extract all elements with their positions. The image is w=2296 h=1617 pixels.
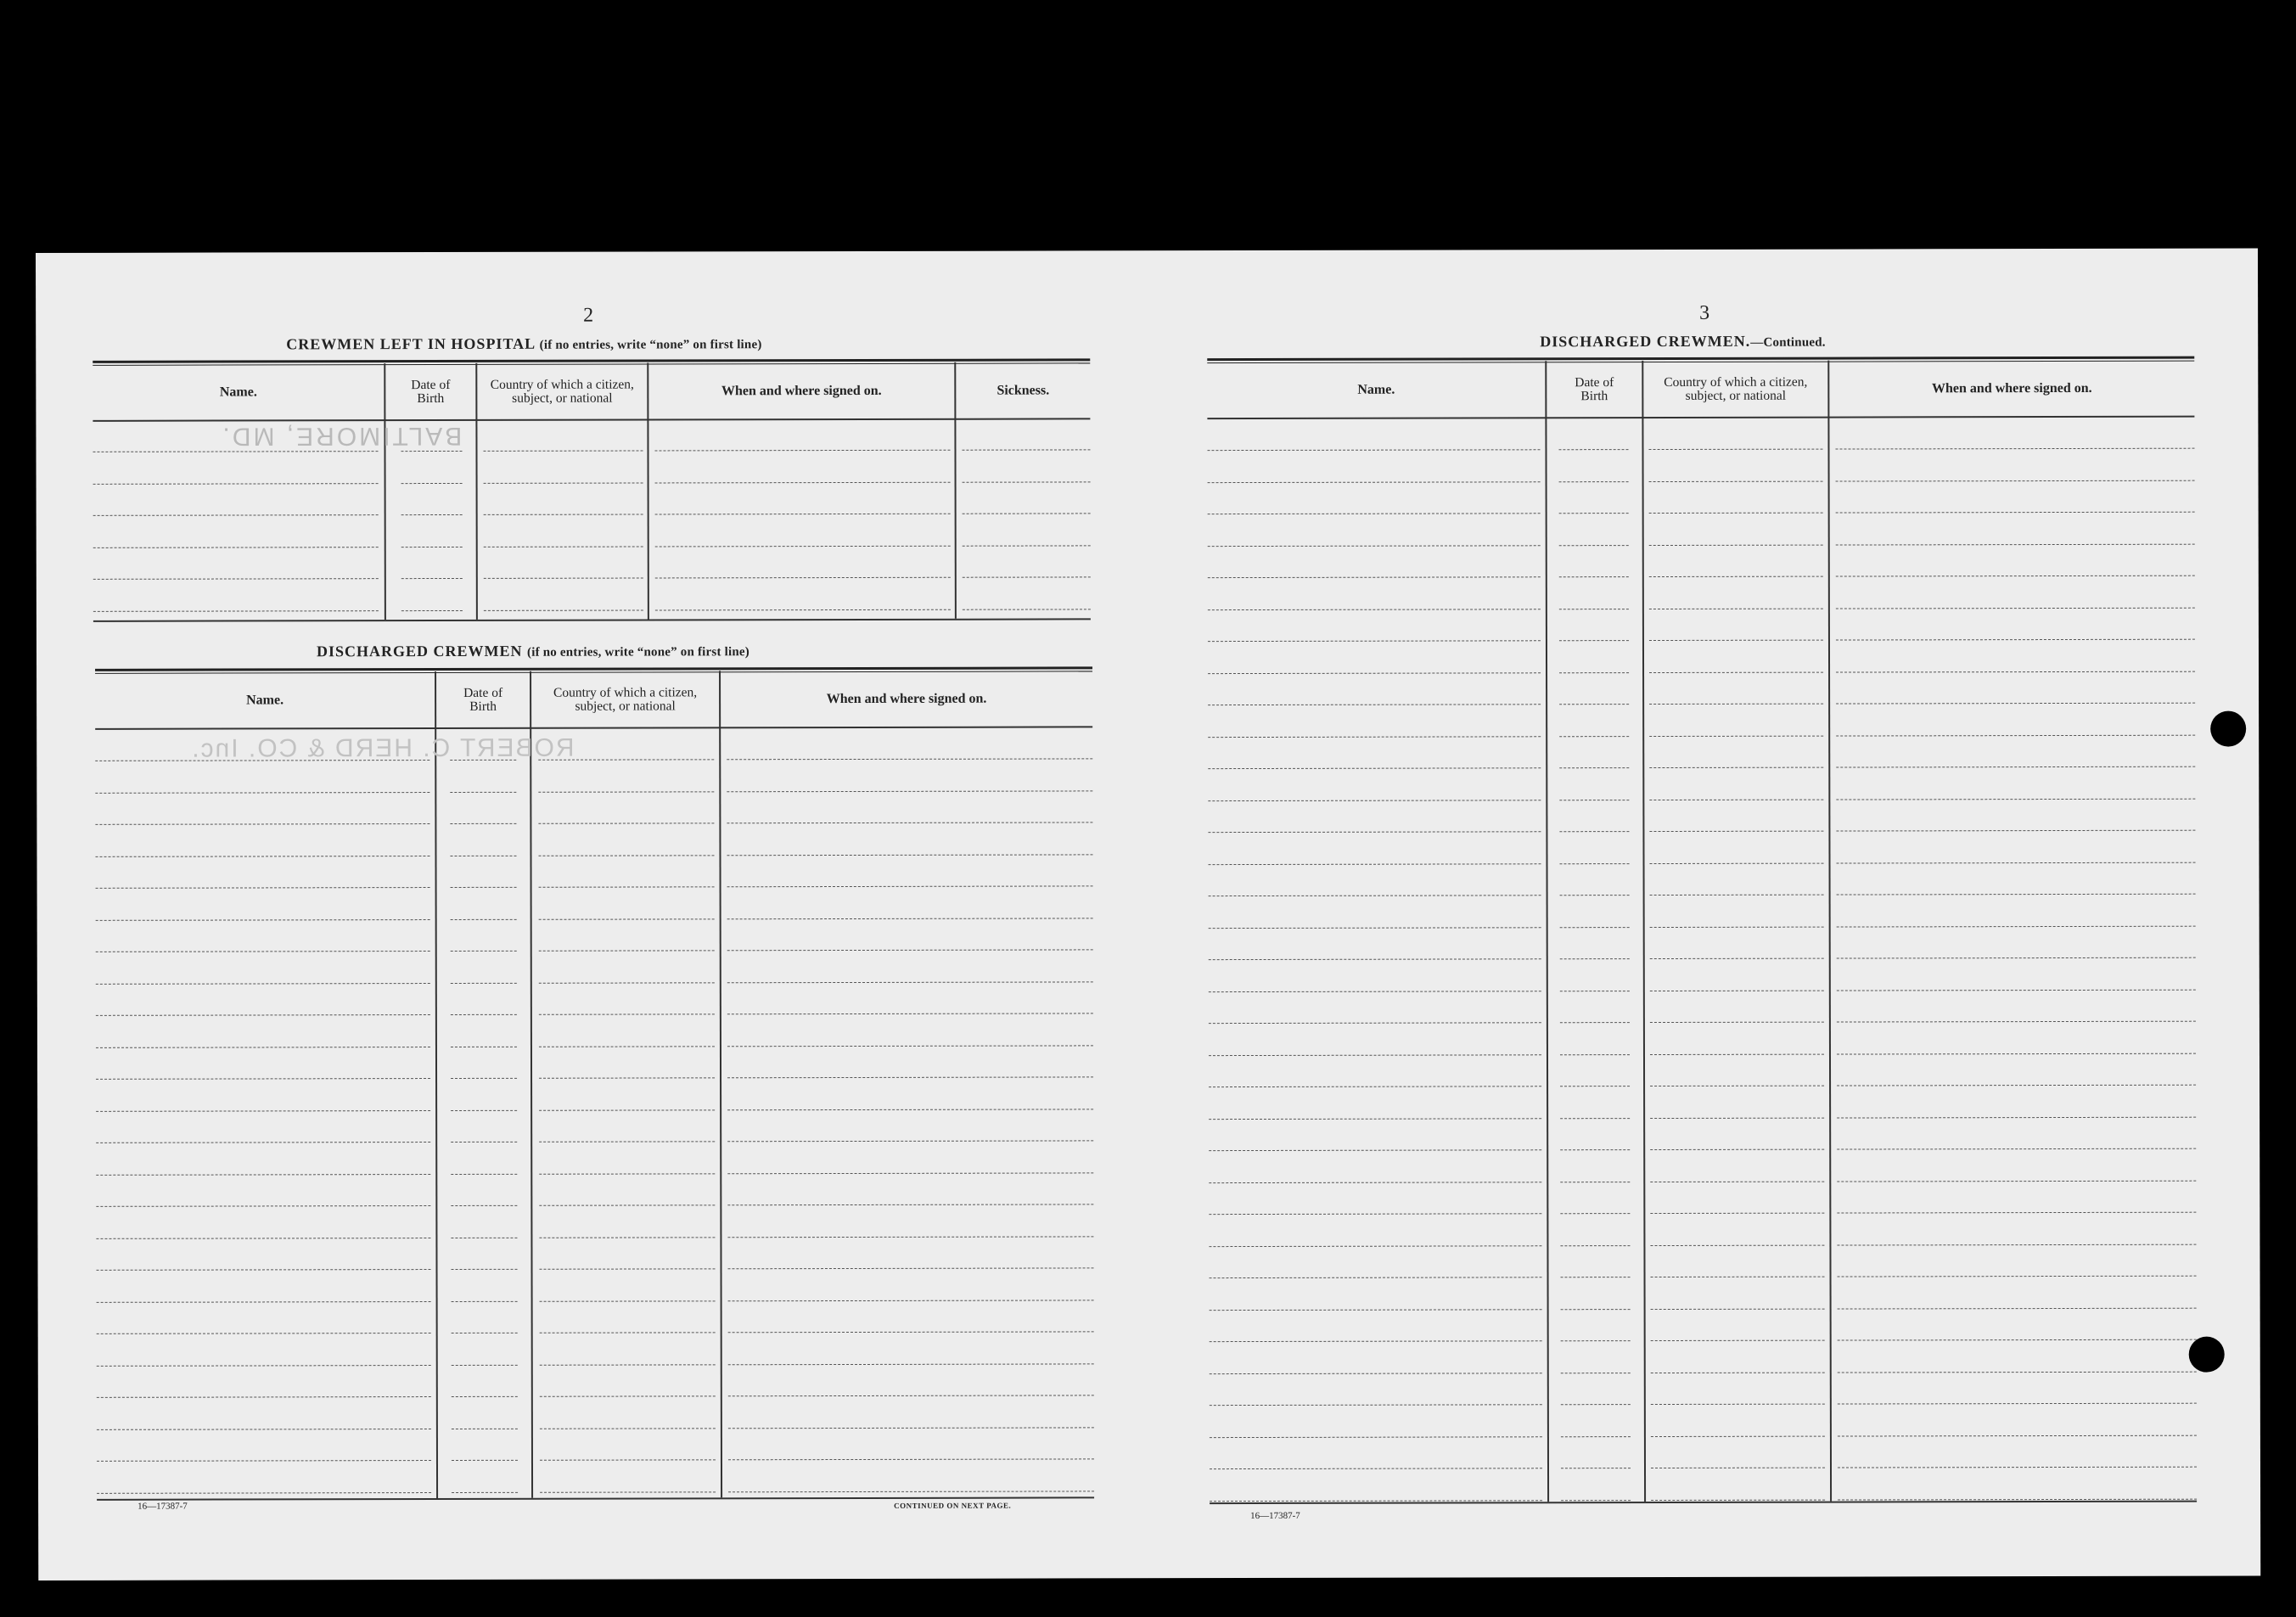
ruled-line	[1649, 799, 1823, 800]
ruled-line	[95, 792, 429, 794]
ruled-line	[655, 481, 951, 483]
ruled-line	[538, 791, 714, 792]
ruled-line	[1208, 640, 1541, 642]
ruled-line	[401, 451, 462, 452]
ruled-line	[451, 1046, 517, 1047]
ruled-line	[539, 982, 715, 983]
ruled-line	[1209, 1022, 1541, 1024]
ruled-line	[1837, 1244, 2196, 1245]
ruled-line	[539, 1141, 715, 1142]
discharged-table	[95, 666, 1094, 1498]
ruled-line	[1209, 1213, 1541, 1215]
ruled-line	[1836, 671, 2195, 672]
ruled-line	[1650, 1244, 1824, 1245]
ruled-line	[727, 1045, 1093, 1047]
ruled-line	[1649, 513, 1823, 514]
ruled-line	[1836, 703, 2195, 705]
ruled-line	[1210, 1340, 1542, 1342]
ruled-line	[484, 546, 643, 547]
ruled-line	[728, 1395, 1094, 1396]
ruled-line	[539, 950, 715, 951]
ruled-line	[450, 823, 516, 824]
ruled-line	[1651, 1372, 1825, 1373]
ruled-line	[539, 1204, 715, 1205]
ruled-line	[1837, 989, 2196, 991]
ruled-line	[1209, 1054, 1541, 1056]
ruled-line	[451, 1205, 517, 1206]
ruled-line	[1559, 704, 1629, 705]
ruled-line	[452, 1460, 518, 1461]
ruled-line	[95, 823, 429, 825]
ruled-line	[1649, 576, 1823, 577]
ruled-line	[1649, 831, 1823, 832]
ruled-line	[1651, 1499, 1825, 1500]
ruled-line	[1836, 830, 2195, 832]
ruled-line	[1210, 1468, 1542, 1469]
discharged-top-rule	[95, 666, 1092, 673]
ruled-line	[539, 1237, 715, 1238]
ruled-line	[93, 451, 378, 452]
right-col-country: Country of which a citizen, subject, or national	[1664, 374, 1808, 403]
discharged-section-title	[317, 642, 749, 660]
ruled-line	[540, 1300, 716, 1301]
ruled-line	[1559, 576, 1629, 577]
page-number-right: 3	[1699, 301, 1710, 324]
ruled-line	[1208, 800, 1541, 801]
ruled-line	[1650, 958, 1824, 959]
ruled-line	[728, 1458, 1094, 1460]
ruled-line	[540, 1428, 716, 1429]
ruled-line	[1560, 1118, 1630, 1119]
ruled-line	[484, 514, 643, 515]
ruled-line	[97, 1333, 431, 1334]
ruled-line	[93, 610, 379, 612]
ruled-line	[450, 791, 516, 792]
ruled-line	[1208, 767, 1541, 769]
ruled-line	[1559, 545, 1629, 546]
ruled-line	[1208, 736, 1541, 738]
ruled-line	[727, 822, 1092, 823]
ruled-line	[963, 481, 1091, 482]
ruled-line	[1651, 1435, 1825, 1436]
ruled-line	[1651, 1308, 1825, 1309]
ruled-line	[1837, 1053, 2196, 1054]
hospital-col-dob: Date of Birth	[411, 377, 451, 407]
ruled-line	[451, 1173, 517, 1174]
ruled-line	[96, 951, 430, 952]
ruled-line	[539, 1013, 715, 1014]
ruled-line	[1837, 1085, 2196, 1086]
ruled-line	[96, 887, 430, 889]
ruled-line	[728, 1427, 1094, 1429]
ruled-line	[1559, 513, 1629, 514]
discharged-bottom-line	[97, 1496, 1094, 1500]
ruled-line	[401, 514, 463, 515]
ruled-line	[1836, 766, 2195, 768]
ruled-line	[1208, 704, 1541, 705]
ruled-line	[451, 982, 517, 983]
ruled-line	[1838, 1307, 2197, 1309]
ruled-line	[1561, 1436, 1631, 1437]
ruled-line	[450, 855, 516, 856]
ruled-line	[452, 1300, 518, 1301]
ruled-line	[95, 856, 429, 857]
ruled-line	[1650, 1181, 1824, 1182]
ruled-line	[1837, 1116, 2196, 1118]
ruled-line	[540, 1459, 716, 1460]
discharged-title-text: DISCHARGED CREWMEN	[316, 642, 523, 660]
ruled-line	[727, 1172, 1093, 1174]
ruled-line	[540, 1395, 716, 1396]
ruled-line	[1837, 1148, 2196, 1150]
ruled-line	[727, 1204, 1093, 1205]
ruled-line	[1649, 704, 1823, 705]
discharged-col-divider	[719, 671, 722, 1497]
ruled-line	[1836, 480, 2195, 481]
ruled-line	[1836, 512, 2195, 514]
ruled-line	[1208, 576, 1541, 578]
hospital-rubber-stamp: BALTIMORE, MD.	[220, 421, 463, 451]
ruled-line	[1561, 1309, 1631, 1310]
punch-hole	[2189, 1337, 2225, 1373]
right-header-line	[1207, 416, 2194, 419]
ruled-line	[97, 1301, 431, 1303]
ruled-line	[1651, 1404, 1825, 1405]
ruled-line	[450, 760, 516, 761]
discharged-col-divider	[435, 671, 438, 1498]
ruled-line	[727, 981, 1093, 983]
ruled-line	[93, 578, 379, 580]
ruled-line	[1650, 1117, 1824, 1118]
ruled-line	[96, 1174, 430, 1176]
right-top-rule	[1207, 357, 2194, 363]
ruled-line	[540, 1364, 716, 1365]
ruled-line	[1560, 1022, 1630, 1023]
ruled-line	[97, 1365, 431, 1367]
ruled-line	[1559, 672, 1629, 673]
discharged-col-divider	[530, 671, 533, 1498]
ruled-line	[452, 1396, 518, 1397]
right-col-dob: Date of Birth	[1575, 375, 1614, 404]
ruled-line	[96, 983, 430, 985]
ruled-line	[484, 482, 643, 483]
ruled-line	[1209, 927, 1541, 929]
hospital-table	[93, 358, 1091, 620]
ruled-line	[1835, 448, 2194, 450]
hospital-col-sickness: Sickness.	[996, 383, 1050, 398]
ruled-line	[727, 758, 1092, 760]
ruled-line	[1209, 991, 1541, 992]
ruled-line	[655, 577, 951, 579]
ruled-line	[1560, 927, 1630, 928]
form-code-left: 16—17387-7	[138, 1501, 188, 1512]
ruled-line	[1649, 767, 1823, 768]
ruled-line	[1560, 1149, 1630, 1150]
ruled-line	[1558, 449, 1628, 450]
right-col-divider	[1545, 361, 1549, 1502]
ruled-line	[1561, 1404, 1631, 1405]
right-col-divider	[1642, 361, 1646, 1502]
hospital-col-signed: When and where signed on.	[721, 383, 882, 399]
ruled-line	[1836, 575, 2195, 577]
ruled-line	[96, 1014, 430, 1016]
ruled-line	[727, 790, 1092, 792]
ruled-line	[1209, 863, 1541, 865]
ruled-line	[540, 1491, 716, 1492]
ruled-line	[1209, 1149, 1541, 1151]
ruled-line	[1838, 1276, 2197, 1277]
ruled-line	[728, 1491, 1094, 1492]
discharged-col-country: Country of which a citizen, subject, or national	[553, 685, 698, 714]
ruled-line	[1560, 863, 1630, 864]
ruled-line	[1648, 449, 1822, 450]
ruled-line	[963, 576, 1091, 577]
ruled-line	[97, 1429, 431, 1430]
ruled-line	[1209, 958, 1541, 960]
ruled-line	[1560, 1213, 1630, 1214]
ruled-line	[1209, 895, 1541, 896]
discharged-header-line	[95, 726, 1092, 729]
ruled-line	[401, 546, 463, 547]
ruled-line	[96, 1110, 430, 1112]
ruled-line	[451, 1078, 517, 1079]
ruled-line	[93, 483, 379, 485]
ruled-line	[1650, 862, 1824, 863]
ruled-line	[451, 1109, 517, 1110]
ruled-line	[655, 609, 951, 610]
ruled-line	[1209, 1118, 1541, 1120]
discharged-col-dob: Date of Birth	[463, 685, 503, 714]
ruled-line	[962, 449, 1090, 450]
ruled-line	[401, 578, 463, 579]
discharged-continued-title	[1540, 333, 1826, 351]
ruled-line	[1836, 543, 2195, 545]
ruled-line	[484, 609, 643, 610]
ruled-line	[484, 578, 643, 579]
ruled-line	[93, 514, 379, 516]
ruled-line	[539, 1046, 715, 1047]
ruled-line	[452, 1364, 518, 1365]
ruled-line	[1210, 1404, 1542, 1406]
ruled-line	[452, 1269, 518, 1270]
ruled-line	[1650, 1213, 1824, 1214]
ruled-line	[1650, 895, 1824, 896]
ruled-line	[97, 1492, 431, 1494]
ruled-line	[96, 1238, 430, 1239]
ruled-line	[1210, 1500, 1542, 1502]
ruled-line	[1650, 1053, 1824, 1054]
ruled-line	[1649, 640, 1823, 641]
ruled-line	[727, 1236, 1093, 1238]
ruled-line	[1837, 894, 2196, 896]
ruled-line	[1836, 607, 2195, 609]
ruled-line	[1837, 1180, 2196, 1182]
ruled-line	[1561, 1340, 1631, 1341]
ruled-line	[1836, 798, 2195, 800]
ruled-line	[540, 1268, 716, 1269]
ruled-line	[1560, 958, 1630, 959]
ruled-line	[727, 1076, 1093, 1078]
ruled-line	[1838, 1403, 2197, 1405]
ruled-line	[93, 547, 379, 548]
ruled-line	[728, 1331, 1094, 1333]
ruled-line	[451, 887, 517, 888]
ruled-line	[1649, 480, 1823, 481]
ruled-line	[1838, 1435, 2197, 1436]
hospital-title-text: CREWMEN LEFT IN HOSPITAL	[286, 334, 536, 353]
scanned-form-spread	[36, 249, 2260, 1581]
ruled-line	[1838, 1339, 2197, 1341]
ruled-line	[96, 919, 430, 921]
ruled-line	[1559, 736, 1629, 737]
ruled-line	[1838, 1371, 2197, 1373]
ruled-line	[728, 1267, 1094, 1269]
ruled-line	[96, 1047, 430, 1048]
ruled-line	[1649, 608, 1823, 609]
ruled-line	[727, 918, 1093, 919]
ruled-line	[401, 609, 463, 610]
ruled-line	[1649, 544, 1823, 545]
ruled-line	[1559, 481, 1629, 482]
ruled-line	[1209, 1182, 1541, 1183]
ruled-line	[727, 1013, 1093, 1014]
ruled-line	[1836, 639, 2195, 641]
ruled-line	[1837, 862, 2196, 863]
discharged-continued-suffix: —Continued.	[1750, 335, 1826, 350]
ruled-line	[401, 482, 463, 483]
ruled-line	[539, 918, 715, 919]
discharged-continued-text: DISCHARGED CREWMEN.	[1540, 332, 1751, 351]
ruled-line	[1838, 1498, 2197, 1500]
ruled-line	[1560, 1054, 1630, 1055]
ruled-line	[452, 1491, 518, 1492]
ruled-line	[1650, 1149, 1824, 1150]
ruled-line	[1651, 1340, 1825, 1341]
page-number-left: 2	[583, 304, 594, 327]
ruled-line	[97, 1269, 431, 1271]
ruled-line	[1208, 831, 1541, 833]
discharged-rubber-stamp: ROBERT C. HERD & CO. Inc.	[190, 733, 575, 763]
ruled-line	[654, 450, 950, 452]
ruled-line	[1209, 1245, 1541, 1247]
hospital-col-country: Country of which a citizen, subject, or national	[490, 377, 634, 406]
ruled-line	[1650, 990, 1824, 991]
ruled-line	[539, 1109, 715, 1110]
discharged-col-signed: When and where signed on.	[826, 691, 987, 707]
ruled-line	[1560, 1245, 1630, 1246]
ruled-line	[728, 1363, 1094, 1365]
ruled-line	[728, 1300, 1094, 1301]
ruled-line	[451, 1014, 517, 1015]
ruled-line	[539, 1077, 715, 1078]
continued-note: CONTINUED ON NEXT PAGE.	[894, 1501, 1012, 1510]
ruled-line	[1837, 1021, 2196, 1023]
ruled-line	[96, 1078, 430, 1080]
ruled-line	[1210, 1436, 1542, 1438]
hospital-col-name: Name.	[219, 385, 257, 400]
ruled-line	[727, 854, 1092, 856]
hospital-title-note: (if no entries, write “none” on first line)	[539, 338, 762, 352]
ruled-line	[1837, 1212, 2196, 1214]
ruled-line	[538, 855, 714, 856]
ruled-line	[963, 545, 1091, 546]
ruled-line	[483, 451, 643, 452]
punch-hole	[2210, 711, 2246, 747]
ruled-line	[1208, 609, 1541, 610]
ruled-line	[96, 1142, 430, 1143]
ruled-line	[1208, 672, 1541, 674]
ruled-line	[97, 1396, 431, 1398]
ruled-line	[655, 514, 951, 515]
ruled-line	[451, 951, 517, 952]
right-col-name: Name.	[1357, 382, 1395, 397]
ruled-line	[1650, 1022, 1824, 1023]
discharged-title-note: (if no entries, write “none” on first line)	[527, 645, 749, 660]
discharged-continued-table	[1207, 357, 2197, 1502]
right-col-signed: When and where signed on.	[1931, 380, 2092, 396]
ruled-line	[96, 1205, 430, 1207]
ruled-line	[540, 1332, 716, 1333]
ruled-line	[727, 885, 1093, 887]
ruled-line	[1559, 767, 1629, 768]
ruled-line	[963, 513, 1091, 514]
ruled-line	[1210, 1309, 1542, 1311]
ruled-line	[727, 1140, 1093, 1142]
ruled-line	[538, 759, 714, 760]
ruled-line	[1837, 957, 2196, 959]
hospital-top-rule	[93, 358, 1090, 365]
ruled-line	[452, 1428, 518, 1429]
ruled-line	[1650, 926, 1824, 927]
ruled-line	[1207, 449, 1540, 451]
ruled-line	[1838, 1467, 2197, 1468]
ruled-line	[1837, 925, 2196, 927]
ruled-line	[451, 1237, 517, 1238]
ruled-line	[1210, 1373, 1542, 1374]
ruled-line	[1836, 734, 2195, 736]
ruled-line	[1210, 1277, 1542, 1278]
ruled-line	[1209, 1086, 1541, 1087]
ruled-line	[1560, 895, 1630, 896]
ruled-line	[539, 886, 715, 887]
ruled-line	[1559, 831, 1629, 832]
ruled-line	[1561, 1500, 1631, 1501]
ruled-line	[727, 949, 1093, 951]
ruled-line	[1559, 640, 1629, 641]
ruled-line	[727, 1109, 1093, 1110]
ruled-line	[1649, 735, 1823, 736]
ruled-line	[451, 1142, 517, 1143]
ruled-line	[97, 1460, 431, 1462]
right-bottom-line	[1210, 1501, 2197, 1504]
hospital-section-title	[286, 334, 761, 353]
ruled-line	[1208, 545, 1541, 547]
discharged-col-name: Name.	[246, 693, 284, 708]
ruled-line	[451, 918, 517, 919]
ruled-line	[1208, 481, 1541, 483]
ruled-line	[1649, 671, 1823, 672]
form-code-right: 16—17387-7	[1250, 1510, 1300, 1522]
right-col-divider	[1827, 361, 1832, 1502]
ruled-line	[1208, 513, 1541, 514]
hospital-bottom-line	[93, 618, 1091, 621]
ruled-line	[655, 545, 951, 547]
ruled-line	[539, 1173, 715, 1174]
